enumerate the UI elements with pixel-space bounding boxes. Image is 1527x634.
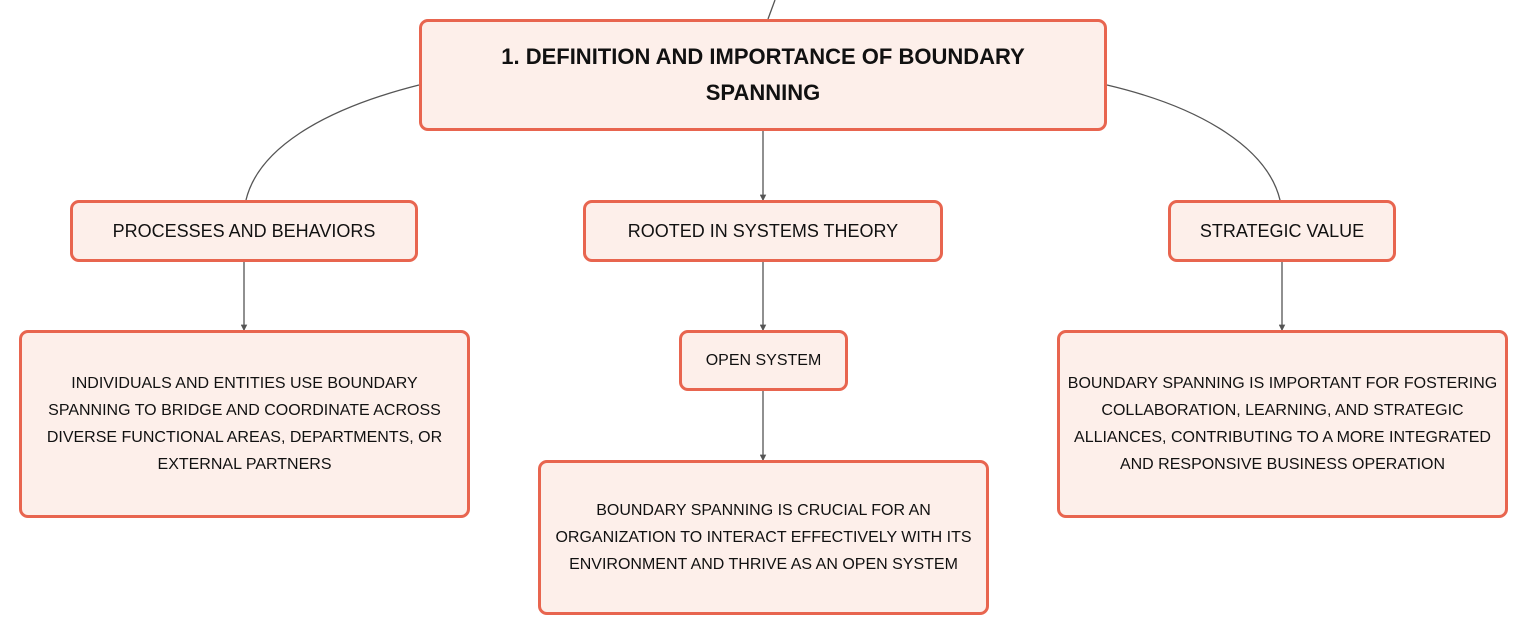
detail-text: BOUNDARY SPANNING IS IMPORTANT FOR FOSTERING COLLABORATION, LEARNING, AND STRATEGIC ALLIANCES, CONTRIBUTING TO A MORE INTEGRATED AND RESPONSIVE BUSINESS OPERATION xyxy=(1067,375,1498,473)
connector-root-to-strategic xyxy=(1107,85,1280,200)
branch-node-processes-and-behaviors[interactable] xyxy=(70,200,418,262)
detail-node-processes[interactable] xyxy=(19,330,470,518)
root-topic-label: 1. DEFINITION AND IMPORTANCE OF BOUNDARY SPANNING xyxy=(501,44,1025,105)
connector-parent-to-root xyxy=(768,0,775,19)
detail-text: BOUNDARY SPANNING IS CRUCIAL FOR AN ORGANIZATION TO INTERACT EFFECTIVELY WITH ITS ENVIRONMENT AND THRIVE AS AN OPEN SYSTEM xyxy=(555,502,972,573)
detail-text: INDIVIDUALS AND ENTITIES USE BOUNDARY SPANNING TO BRIDGE AND COORDINATE ACROSS DIVERSE FUNCTIONAL AREAS, DEPARTMENTS, OR EXTERNAL PARTNERS xyxy=(46,375,443,473)
branch-label: ROOTED IN SYSTEMS THEORY xyxy=(627,221,899,241)
branch-node-rooted-in-systems-theory[interactable] xyxy=(583,200,943,262)
detail-node-strategic-value[interactable] xyxy=(1057,330,1508,518)
connector-root-to-processes xyxy=(246,85,419,200)
branch-node-strategic-value[interactable] xyxy=(1168,200,1396,262)
branch-label: STRATEGIC VALUE xyxy=(1199,221,1365,241)
subtopic-label: OPEN SYSTEM xyxy=(705,351,822,369)
detail-node-open-system[interactable] xyxy=(538,460,989,615)
root-topic-node[interactable] xyxy=(419,19,1107,131)
branch-label: PROCESSES AND BEHAVIORS xyxy=(112,221,376,241)
subtopic-node-open-system[interactable] xyxy=(679,330,848,391)
